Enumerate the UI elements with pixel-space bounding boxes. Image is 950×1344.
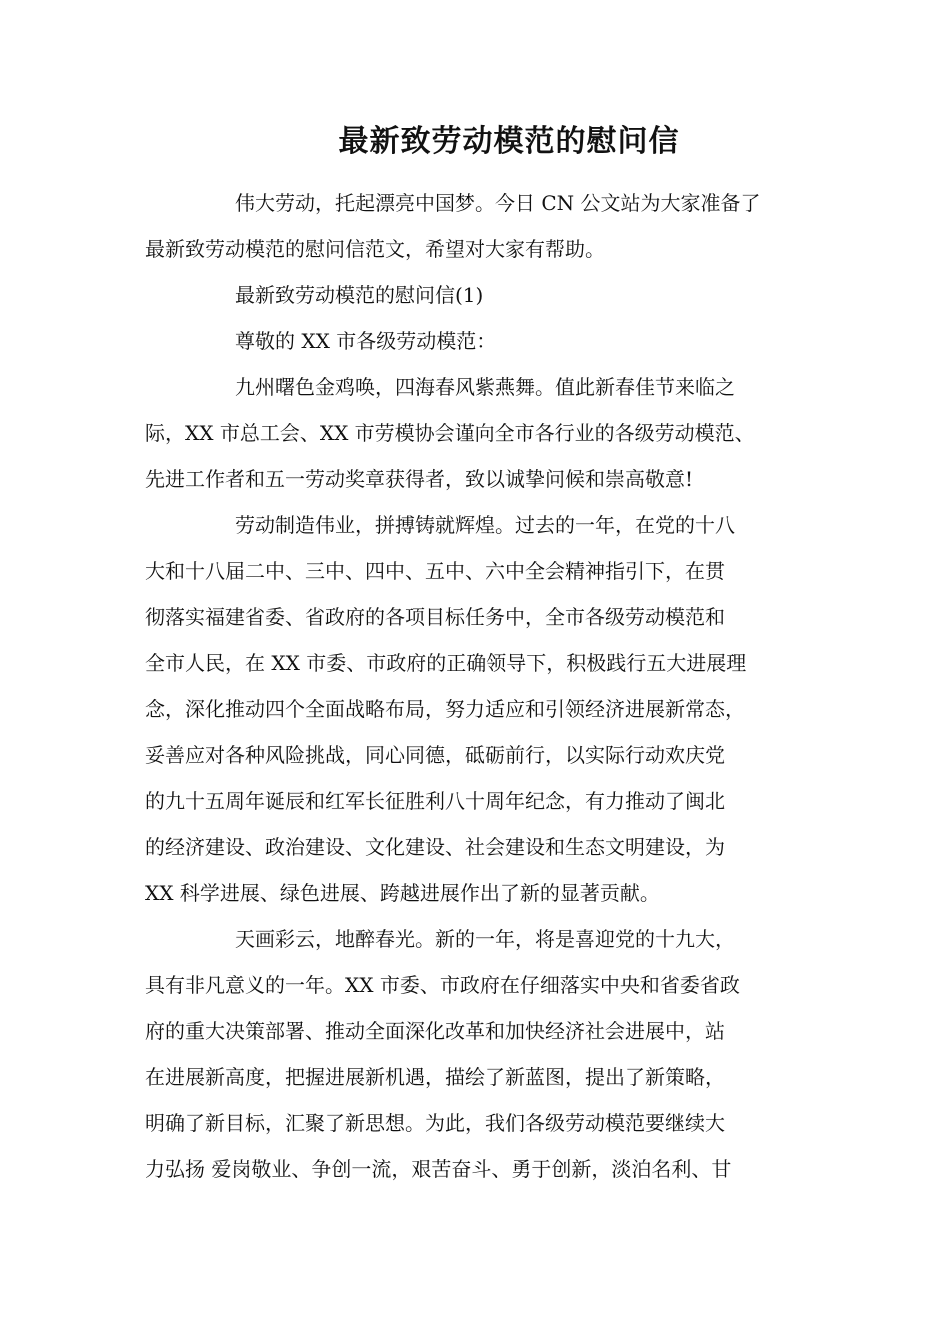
- text-line: 府的重大决策部署、推动全面深化改革和加快经济社会进展中，站: [145, 1019, 725, 1043]
- text-line: 在进展新高度，把握进展新机遇，描绘了新蓝图，提出了新策略，: [145, 1065, 725, 1089]
- text-line: 天画彩云，地醉春光。新的一年，将是喜迎党的十九大，: [235, 927, 735, 951]
- paragraph-greeting: [145, 364, 825, 502]
- text-line: 明确了新目标，汇聚了新思想。为此，我们各级劳动模范要继续大: [145, 1111, 725, 1135]
- paragraph-outlook: [145, 916, 825, 1192]
- document-title: 最新致劳动模范的慰问信: [338, 124, 680, 159]
- text-line: 彻落实福建省委、省政府的各项目标任务中，全市各级劳动模范和: [145, 605, 725, 629]
- text-line: 全市人民，在 XX 市委、市政府的正确领导下，积极践行五大进展理: [145, 651, 747, 675]
- text-line: 九州曙色金鸡唤，四海春风紫燕舞。值此新春佳节来临之: [235, 375, 735, 399]
- paragraph-review: [145, 502, 825, 916]
- paragraph-salutation: [145, 318, 825, 364]
- text-line: 的九十五周年诞辰和红军长征胜利八十周年纪念，有力推动了闽北: [145, 789, 725, 813]
- text-line: 大和十八届二中、三中、四中、五中、六中全会精神指引下，在贯: [145, 559, 725, 583]
- document-body: [145, 180, 825, 1192]
- text-line: 尊敬的 XX 市各级劳动模范：: [235, 329, 497, 353]
- text-line: 劳动制造伟业，拼搏铸就辉煌。过去的一年，在党的十八: [235, 513, 735, 537]
- text-line: 力弘扬 爱岗敬业、争创一流，艰苦奋斗、勇于创新，淡泊名利、甘: [145, 1157, 732, 1181]
- text-line: 先进工作者和五一劳动奖章获得者，致以诚挚问候和崇高敬意!: [145, 467, 694, 491]
- text-line: 妥善应对各种风险挑战，同心同德，砥砺前行，以实际行动欢庆党: [145, 743, 725, 767]
- text-line: 最新致劳动模范的慰问信范文，希望对大家有帮助。: [145, 237, 605, 261]
- text-line: 念，深化推动四个全面战略布局，努力适应和引领经济进展新常态，: [145, 697, 745, 721]
- text-line: 际，XX 市总工会、XX 市劳模协会谨向全市各行业的各级劳动模范、: [145, 421, 755, 445]
- text-line: 具有非凡意义的一年。XX 市委、市政府在仔细落实中央和省委省政: [145, 973, 740, 997]
- text-line: 的经济建设、政治建设、文化建设、社会建设和生态文明建设，为: [145, 835, 725, 859]
- text-line: 最新致劳动模范的慰问信(1): [235, 283, 484, 307]
- text-line: XX 科学进展、绿色进展、跨越进展作出了新的显著贡献。: [145, 881, 660, 905]
- paragraph-subtitle: [145, 272, 825, 318]
- paragraph-intro: [145, 180, 825, 272]
- text-line: 伟大劳动，托起漂亮中国梦。今日 CN 公文站为大家准备了: [235, 191, 761, 215]
